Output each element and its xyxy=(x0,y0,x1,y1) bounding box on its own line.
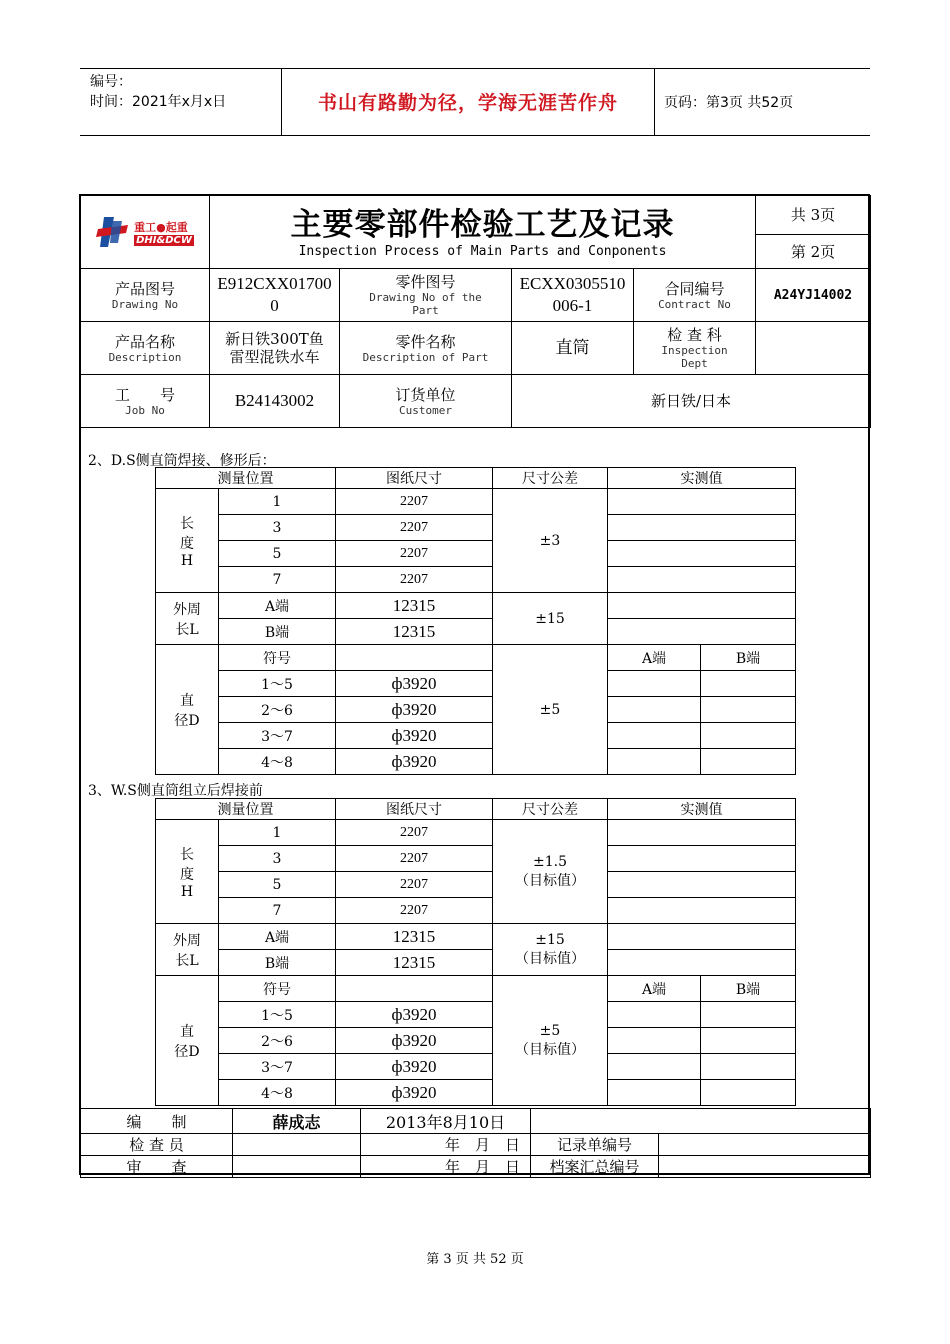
section-title: 2、D.S侧直筒焊接、修形后： xyxy=(88,453,276,469)
document-title-en: Inspection Process of Main Parts and Conponents xyxy=(298,243,667,259)
job-no-label xyxy=(81,375,210,428)
info-table xyxy=(80,195,871,428)
circ-tolerance-note: （目标值） xyxy=(515,950,585,967)
measured-b xyxy=(701,671,796,697)
measured-b xyxy=(701,1028,796,1054)
drawing-value: 2207 xyxy=(336,846,493,872)
part-name-label xyxy=(340,322,512,375)
drawing-value: 12315 xyxy=(336,593,493,619)
customer-cn: 订货单位 xyxy=(395,385,456,404)
measured-a xyxy=(608,1002,701,1028)
measured-cell xyxy=(608,872,796,898)
drawing-value: ф3920 xyxy=(336,1028,493,1054)
point-label: B端 xyxy=(219,619,336,645)
dept-label xyxy=(634,322,756,375)
company-logo-icon xyxy=(96,213,130,251)
drawing-value: 12315 xyxy=(336,924,493,950)
drawing-value: 12315 xyxy=(336,950,493,976)
header-left xyxy=(90,72,226,112)
drawing-value: 2207 xyxy=(336,567,493,593)
measured-cell xyxy=(608,515,796,541)
contract-en: Contract No xyxy=(658,297,731,311)
part-name-cn: 零件名称 xyxy=(395,332,456,351)
drawing-no-value: E912CXX017000 xyxy=(210,269,340,322)
archive-no-label: 档案汇总编号 xyxy=(531,1156,659,1178)
review-date: 年 月 日 xyxy=(361,1156,531,1178)
point-label: 1～5 xyxy=(219,1002,336,1028)
dept-value xyxy=(756,322,871,375)
point-label: 2～6 xyxy=(219,1028,336,1054)
measured-b xyxy=(701,1002,796,1028)
logo-text-cn: 重工●起重 xyxy=(134,220,188,234)
job-no-value: B24143002 xyxy=(210,375,340,428)
part-drawing-en: Drawing No of the Part xyxy=(369,291,482,317)
measured-a xyxy=(608,1054,701,1080)
inspector-sign xyxy=(233,1134,361,1156)
drawing-value xyxy=(336,645,493,671)
circ-label: 外周长L xyxy=(156,924,219,976)
end-b-label: B端 xyxy=(701,645,796,671)
circ-label: 外周长L xyxy=(156,593,219,645)
dept-cn: 检 查 科 xyxy=(667,326,722,344)
point-label: 4～8 xyxy=(219,749,336,775)
diam-tolerance-note: （目标值） xyxy=(515,1041,585,1058)
length-tolerance-note: （目标值） xyxy=(515,872,585,889)
customer-label xyxy=(340,375,512,428)
header-drawing: 图纸尺寸 xyxy=(336,468,493,489)
end-a-label: A端 xyxy=(608,976,701,1002)
measured-a xyxy=(608,1028,701,1054)
measured-cell xyxy=(608,846,796,872)
time-label: 时间：2021年x月x日 xyxy=(90,94,227,110)
contract-value: A24YJ14002 xyxy=(756,269,871,322)
section-title: 3、W.S侧直筒组立后焊接前 xyxy=(88,783,263,799)
drawing-no-en: Drawing No xyxy=(111,297,179,311)
drawing-value: 2207 xyxy=(336,541,493,567)
drawing-value: ф3920 xyxy=(336,723,493,749)
point-label: 2～6 xyxy=(219,697,336,723)
drawing-value: 2207 xyxy=(336,898,493,924)
header-motto: 书山有路勤为径，学海无涯苦作舟 xyxy=(317,92,618,114)
job-no-cn: 工 号 xyxy=(114,385,175,404)
drawing-no-cn: 产品图号 xyxy=(114,279,175,298)
product-name-value: 新日铁300T鱼雷型混铁水车 xyxy=(210,322,340,375)
drawing-no-label xyxy=(81,269,210,322)
circ-tolerance: ±15 xyxy=(493,593,608,645)
this-page: 第 2页 xyxy=(756,235,871,269)
drawing-value xyxy=(336,976,493,1002)
document-title-cn: 主要零部件检验工艺及记录 xyxy=(290,206,675,243)
header-divider xyxy=(654,68,655,135)
diam-label: 直径D xyxy=(156,645,219,775)
point-label: 1 xyxy=(219,820,336,846)
part-drawing-cn: 零件图号 xyxy=(395,273,456,291)
product-name-cn: 产品名称 xyxy=(114,332,175,351)
end-b-label: B端 xyxy=(701,976,796,1002)
inspector-label: 检 查 员 xyxy=(81,1134,233,1156)
number-label: 编号： xyxy=(90,74,132,90)
product-name-label xyxy=(81,322,210,375)
part-name-en: Description of Part xyxy=(362,350,489,364)
circ-tolerance: ±15 xyxy=(535,931,565,948)
header-tolerance: 尺寸公差 xyxy=(493,468,608,489)
measured-cell xyxy=(608,950,796,976)
review-sign xyxy=(233,1156,361,1178)
diam-label: 直径D xyxy=(156,976,219,1106)
measured-a xyxy=(608,671,701,697)
point-label: 1 xyxy=(219,489,336,515)
length-tolerance: ±3 xyxy=(493,489,608,593)
diam-tolerance: ±5 xyxy=(493,645,608,775)
measured-b xyxy=(701,697,796,723)
logo-cell xyxy=(81,196,210,269)
drawing-value: ф3920 xyxy=(336,697,493,723)
drawing-value: 2207 xyxy=(336,515,493,541)
product-name-en: Description xyxy=(108,350,182,364)
compiled-label: 编 制 xyxy=(81,1109,233,1134)
header-bottom-rule xyxy=(80,135,870,136)
symbol-label: 符号 xyxy=(219,645,336,671)
header-page-info: 页码：第3页 共52页 xyxy=(664,95,794,111)
measure-table-ws xyxy=(155,798,796,1106)
measured-cell xyxy=(608,593,796,619)
length-tolerance: ±1.5 xyxy=(533,853,567,870)
drawing-value: ф3920 xyxy=(336,1054,493,1080)
measured-cell xyxy=(608,541,796,567)
point-label: 7 xyxy=(219,898,336,924)
logo-text-en: DHI&DCW xyxy=(136,234,192,246)
contract-label xyxy=(634,269,756,322)
measured-a xyxy=(608,723,701,749)
circ-tolerance-cell xyxy=(493,924,608,976)
drawing-value: 12315 xyxy=(336,619,493,645)
part-drawing-value: ECXX0305510006-1 xyxy=(512,269,634,322)
measured-cell xyxy=(608,619,796,645)
header-position: 测量位置 xyxy=(156,468,336,489)
title-cell xyxy=(210,196,756,269)
diam-tolerance-cell xyxy=(493,976,608,1106)
point-label: 3 xyxy=(219,846,336,872)
measured-b xyxy=(701,749,796,775)
compiled-name: 薛成志 xyxy=(233,1109,361,1134)
part-name-value: 直筒 xyxy=(512,322,634,375)
customer-value: 新日铁/日本 xyxy=(512,375,871,428)
part-drawing-label xyxy=(340,269,512,322)
point-label: 7 xyxy=(219,567,336,593)
archive-no-value xyxy=(659,1156,871,1178)
measured-cell xyxy=(608,567,796,593)
measured-cell xyxy=(608,898,796,924)
drawing-value: ф3920 xyxy=(336,749,493,775)
point-label: 5 xyxy=(219,872,336,898)
measured-b xyxy=(701,1054,796,1080)
measured-b xyxy=(701,723,796,749)
customer-en: Customer xyxy=(399,403,452,417)
review-label: 审 查 xyxy=(81,1156,233,1178)
measured-a xyxy=(608,749,701,775)
point-label: 4～8 xyxy=(219,1080,336,1106)
inspector-date: 年 月 日 xyxy=(361,1134,531,1156)
header-tolerance: 尺寸公差 xyxy=(493,799,608,820)
measured-cell xyxy=(608,820,796,846)
point-label: 5 xyxy=(219,541,336,567)
header-drawing: 图纸尺寸 xyxy=(336,799,493,820)
point-label: A端 xyxy=(219,924,336,950)
measured-cell xyxy=(608,924,796,950)
symbol-label: 符号 xyxy=(219,976,336,1002)
footer-page-number: 第 3 页 共 52 页 xyxy=(426,1252,524,1267)
drawing-value: 2207 xyxy=(336,489,493,515)
measured-a xyxy=(608,697,701,723)
point-label: 1～5 xyxy=(219,671,336,697)
point-label: 3～7 xyxy=(219,1054,336,1080)
point-label: A端 xyxy=(219,593,336,619)
total-pages: 共 3页 xyxy=(756,196,871,235)
point-label: 3～7 xyxy=(219,723,336,749)
measure-table-ds xyxy=(155,467,796,775)
header-position: 测量位置 xyxy=(156,799,336,820)
point-label: 3 xyxy=(219,515,336,541)
diam-tolerance: ±5 xyxy=(539,1022,561,1039)
end-a-label: A端 xyxy=(608,645,701,671)
dept-en: Inspection Dept xyxy=(661,344,728,370)
drawing-value: ф3920 xyxy=(336,1002,493,1028)
drawing-value: ф3920 xyxy=(336,1080,493,1106)
length-tolerance-cell xyxy=(493,820,608,924)
job-no-en: Job No xyxy=(125,403,165,417)
measured-b xyxy=(701,1080,796,1106)
length-label: 长度H xyxy=(156,820,219,924)
drawing-value: 2207 xyxy=(336,820,493,846)
measured-a xyxy=(608,1080,701,1106)
measured-cell xyxy=(608,489,796,515)
contract-cn: 合同编号 xyxy=(664,279,725,298)
point-label: B端 xyxy=(219,950,336,976)
compiled-date: 2013年8月10日 xyxy=(361,1109,531,1134)
signoff-table xyxy=(80,1108,871,1178)
length-label: 长度H xyxy=(156,489,219,593)
record-no-label: 记录单编号 xyxy=(531,1134,659,1156)
header-measured: 实测值 xyxy=(608,468,796,489)
header-measured: 实测值 xyxy=(608,799,796,820)
drawing-value: ф3920 xyxy=(336,671,493,697)
compiled-blank xyxy=(531,1109,871,1134)
record-no-value xyxy=(659,1134,871,1156)
drawing-value: 2207 xyxy=(336,872,493,898)
